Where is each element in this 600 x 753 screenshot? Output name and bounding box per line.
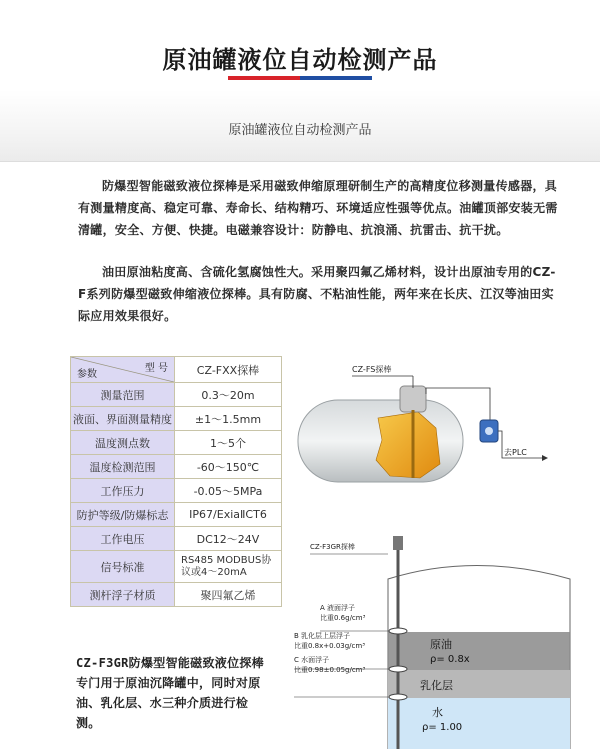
water-layer: [388, 698, 570, 749]
spec-row: [71, 583, 282, 607]
spec-value: -0.05～5MPa: [175, 479, 282, 503]
settling-tank-diagram: [280, 534, 580, 749]
model-value: CZ-FXX探棒: [175, 357, 282, 383]
oil-label: 原油: [430, 638, 452, 651]
probe-head: [393, 536, 403, 550]
spec-label: 温度测点数: [71, 431, 175, 455]
spec-row: [71, 527, 282, 551]
subtitle-text: 原油罐液位自动检测产品: [228, 123, 372, 138]
corner-param-label: 参数: [77, 369, 97, 380]
spec-value: 聚四氟乙烯: [175, 583, 282, 607]
corner-model-label: 型 号: [144, 363, 168, 374]
spec-label: 测杆浮子材质: [71, 583, 175, 607]
oil-density: ρ= 0.8x: [430, 654, 470, 665]
spec-label: 防护等级/防爆标志: [71, 503, 175, 527]
spec-label: 测量范围: [71, 383, 175, 407]
spec-label: 液面、界面测量精度: [71, 407, 175, 431]
spec-value: ±1～1.5mm: [175, 407, 282, 431]
float-b-name: B 乳化层上层浮子: [294, 632, 351, 640]
title-underline-blue: [300, 76, 372, 80]
plc-label: 去PLC: [504, 448, 527, 457]
spec-row: [71, 455, 282, 479]
oil-layer: [388, 632, 570, 670]
spec-label: 工作电压: [71, 527, 175, 551]
page-title: 原油罐液位自动检测产品: [162, 46, 438, 74]
water-density: ρ= 1.00: [422, 722, 463, 733]
float-b-spec: 比重0.8x+0.03g/cm³: [294, 642, 366, 650]
probe-head: [400, 386, 426, 412]
water-label: 水: [432, 706, 443, 719]
spec-header-row: [71, 357, 282, 383]
spec-value: IP67/ExiaⅡCT6: [175, 503, 282, 527]
float-a-spec: 比重0.6g/cm³: [320, 614, 366, 622]
spec-value: 1～5个: [175, 431, 282, 455]
intro-paragraph: 防爆型智能磁致液位探棒是采用磁致伸缩原理研制生产的高精度位移测量传感器，具有测量精度高、稳定可靠、寿命长、结构精巧、环境适应性强等优点。油罐顶部安装无需清罐，安全、方便、快捷。电磁兼容设计：防静电、抗浪涌、抗雷击、抗干扰。: [78, 179, 558, 237]
spec-value: DC12～24V: [175, 527, 282, 551]
plc-arrow: [542, 455, 548, 461]
probe-caption: CZ-F3GR防爆型智能磁致液位探棒专门用于原油沉降罐中，同时对原油、乳化层、水三种介质进行检测。: [76, 656, 264, 730]
spec-label: 工作压力: [71, 479, 175, 503]
emulsion-label: 乳化层: [420, 679, 453, 692]
float-a: [389, 628, 407, 634]
horizontal-tank-diagram: [290, 360, 550, 490]
spec-value: RS485 MODBUS协议或4～20mA: [175, 551, 282, 583]
spec-row: [71, 383, 282, 407]
spec-row: [71, 407, 282, 431]
spec-row: [71, 551, 282, 583]
spec-row: [71, 503, 282, 527]
float-c-spec: 比重0.98±0.05g/cm³: [294, 666, 366, 674]
probe-label: CZ-F3GR探棒: [310, 543, 355, 551]
probe-label: CZ-FS探棒: [352, 365, 392, 374]
oilfield-paragraph: 油田原油粘度高、含硫化氢腐蚀性大。采用聚四氟乙烯材料，设计出原油专用的CZ-F系列防爆型磁致伸缩液位探棒。具有防腐、不粘油性能，两年来在长庆、江汉等油田实际应用效果很好。: [78, 265, 556, 323]
float-a-name: A 液面浮子: [320, 604, 356, 612]
spec-table: [70, 356, 282, 607]
spec-row: [71, 479, 282, 503]
float-b: [389, 666, 407, 672]
tank-body: [298, 400, 463, 482]
title-underline: [228, 76, 372, 80]
spec-row: [71, 431, 282, 455]
title-underline-red: [228, 76, 300, 80]
spec-label: 温度检测范围: [71, 455, 175, 479]
spec-corner-cell: [71, 357, 175, 383]
spec-value: -60～150℃: [175, 455, 282, 479]
float-c: [389, 694, 407, 700]
spec-value: 0.3～20m: [175, 383, 282, 407]
spec-label: 信号标准: [71, 551, 175, 583]
emulsion-layer: [388, 670, 570, 698]
float-c-name: C 水面浮子: [294, 656, 330, 664]
